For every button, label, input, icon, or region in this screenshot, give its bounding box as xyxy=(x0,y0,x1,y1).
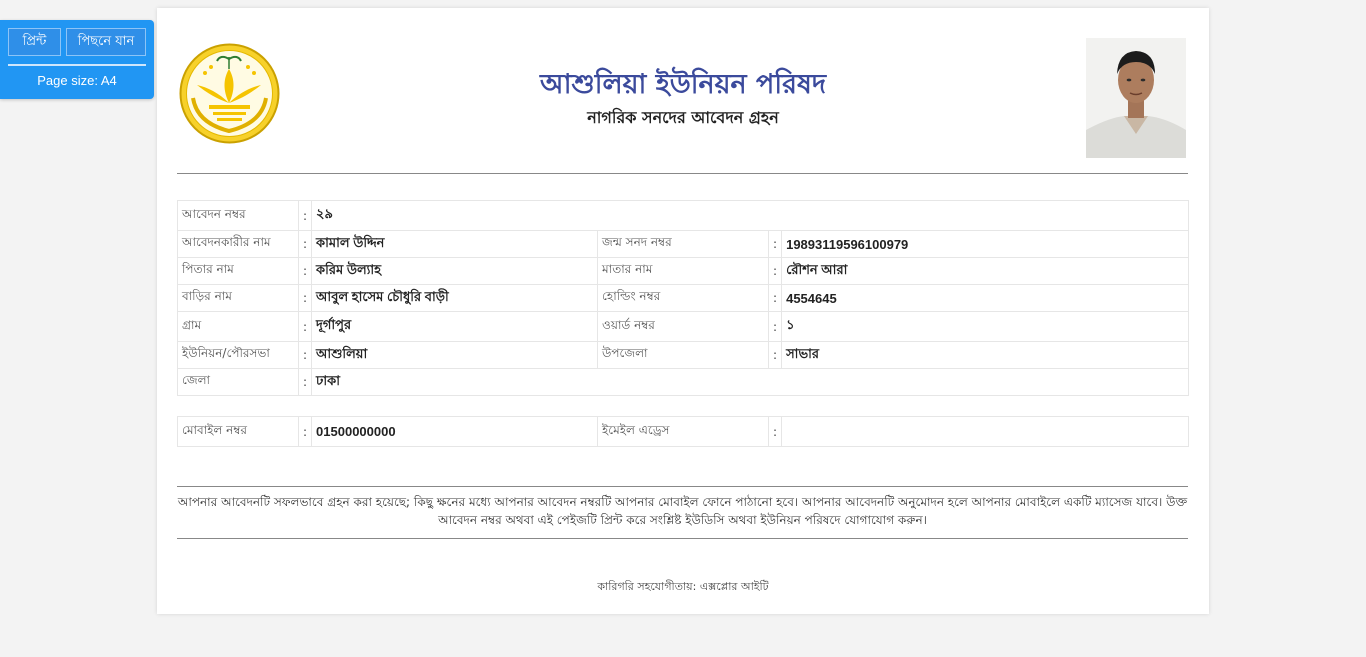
colon: : xyxy=(299,258,312,285)
notice-divider-top xyxy=(177,486,1188,487)
holding-no-label: হোল্ডিং নম্বর xyxy=(598,285,769,312)
birth-cert-label: জন্ম সনদ নম্বর xyxy=(598,231,769,258)
colon: : xyxy=(299,231,312,258)
submission-notice: আপনার আবেদনটি সফলভাবে গ্রহন করা হয়েছে; কিছু ক্ষনের মধ্যে আপনার আবেদন নম্বরটি আপনার মোবাইল ফোনে পাঠানো হবে। আপনার আবেদনটি অনুমোদন হলে আপনার মোবাইলে একটি ম্যাসেজ যাবে। উক্ত আবেদন নম্বর অথবা এই পেইজটি প্রিন্ট করে সংশ্লিষ্ট ইউডিসি অথবা ইউনিয়ন পরিষদে যোগাযোগ করুন। xyxy=(177,495,1188,527)
village-label: গ্রাম xyxy=(178,312,299,342)
colon: : xyxy=(769,312,782,342)
colon: : xyxy=(769,417,782,447)
page-subtitle: নাগরিক সনদের আবেদন গ্রহন xyxy=(587,108,779,127)
union-value: আশুলিয়া xyxy=(312,342,598,369)
village-value: দূর্গাপুর xyxy=(312,312,598,342)
colon: : xyxy=(769,231,782,258)
colon: : xyxy=(769,258,782,285)
footer-credit: কারিগরি সহযোগীতায়: এক্সপ্লোর আইটি xyxy=(597,580,769,593)
mother-name-value: রৌশন আরা xyxy=(782,258,1189,285)
table-row xyxy=(178,369,1189,396)
district-label: জেলা xyxy=(178,369,299,396)
header-divider xyxy=(177,173,1188,174)
union-label: ইউনিয়ন/পৌরসভা xyxy=(178,342,299,369)
table-row xyxy=(178,231,1189,258)
colon: : xyxy=(769,342,782,369)
district-value: ঢাকা xyxy=(312,369,1189,396)
print-button[interactable]: প্রিন্ট xyxy=(8,28,61,56)
colon: : xyxy=(299,285,312,312)
colon: : xyxy=(769,285,782,312)
table-row xyxy=(178,417,1189,447)
notice-divider-bottom xyxy=(177,538,1188,539)
mobile-no-label: মোবাইল নম্বর xyxy=(178,417,299,447)
page-title: আশুলিয়া ইউনিয়ন পরিষদ xyxy=(539,69,827,100)
table-row xyxy=(178,342,1189,369)
father-name-value: করিম উল্যাহ xyxy=(312,258,598,285)
mobile-no-value: 01500000000 xyxy=(312,417,598,447)
colon: : xyxy=(299,312,312,342)
toolbar-divider xyxy=(8,64,146,66)
table-row xyxy=(178,201,1189,231)
colon: : xyxy=(299,417,312,447)
contact-info-table xyxy=(177,416,1189,447)
birth-cert-value: 19893119596100979 xyxy=(782,231,1189,258)
print-toolbar xyxy=(0,20,154,99)
table-row xyxy=(178,258,1189,285)
holding-no-value: 4554645 xyxy=(782,285,1189,312)
table-row xyxy=(178,285,1189,312)
application-no-value: ২৯ xyxy=(312,201,1189,231)
application-receipt-page xyxy=(157,8,1209,614)
colon: : xyxy=(299,369,312,396)
applicant-name-value: কামাল উদ্দিন xyxy=(312,231,598,258)
application-no-label: আবেদন নম্বর xyxy=(178,201,299,231)
upazila-label: উপজেলা xyxy=(598,342,769,369)
applicant-info-table xyxy=(177,200,1189,396)
email-label: ইমেইল এড্রেস xyxy=(598,417,769,447)
house-name-value: আবুল হাসেম চৌধুরি বাড়ী xyxy=(312,285,598,312)
back-button[interactable]: পিছনে যান xyxy=(66,28,146,56)
mother-name-label: মাতার নাম xyxy=(598,258,769,285)
colon: : xyxy=(299,201,312,231)
page-size-label: Page size: A4 xyxy=(37,73,117,88)
email-value xyxy=(782,417,1189,447)
applicant-name-label: আবেদনকারীর নাম xyxy=(178,231,299,258)
ward-no-label: ওয়ার্ড নম্বর xyxy=(598,312,769,342)
house-name-label: বাড়ির নাম xyxy=(178,285,299,312)
colon: : xyxy=(299,342,312,369)
upazila-value: সাভার xyxy=(782,342,1189,369)
table-row xyxy=(178,312,1189,342)
father-name-label: পিতার নাম xyxy=(178,258,299,285)
ward-no-value: ১ xyxy=(782,312,1189,342)
applicant-photo xyxy=(1086,38,1186,158)
